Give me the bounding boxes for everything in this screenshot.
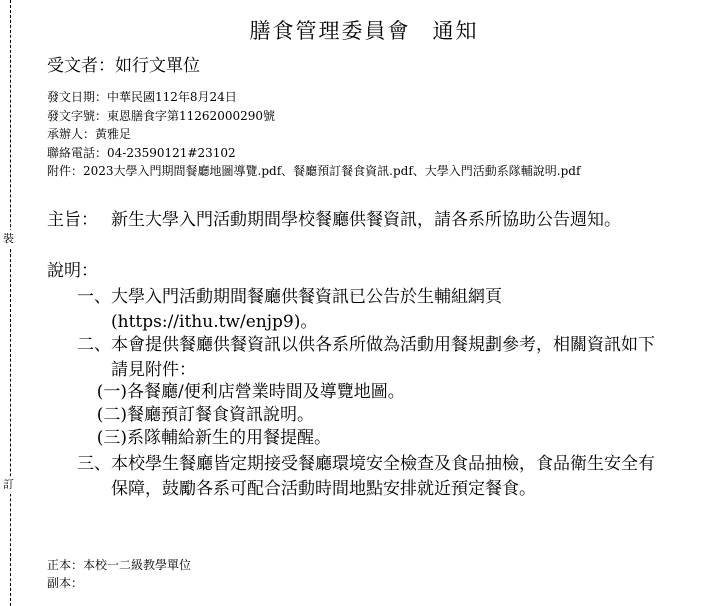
subitem-text: 系隊輔給新生的用餐提醒。 [127, 428, 331, 448]
explanation-item-2 [47, 333, 669, 383]
meta-label: 發文日期： [47, 90, 108, 104]
footer-original [47, 556, 191, 574]
binding-char-bottom: 訂 [3, 476, 14, 494]
meta-phone [47, 144, 667, 163]
item-text: 本校學生餐廳皆定期接受餐廳環境安全檢查及食品抽檢，食品衛生安全有保障，鼓勵各系可配合活動時間地點安排就近預定餐食。 [111, 454, 655, 499]
subitem-text: 餐廳預訂餐食資訊說明。 [127, 405, 314, 425]
item-text: 大學入門活動期間餐廳供餐資訊已公告於生輔組網頁(https://ithu.tw/enjp9)。 [111, 287, 502, 332]
recipient-label: 受文者： [47, 56, 115, 76]
recipient-line [47, 54, 200, 78]
explanation-label: 說明： [47, 261, 98, 281]
item-number: 三、 [77, 454, 111, 474]
footer-original-label: 正本： [47, 558, 84, 572]
meta-label: 承辦人： [47, 127, 96, 141]
meta-handler [47, 125, 667, 144]
subitem-number: (三) [96, 428, 127, 448]
subitem-number: (一) [96, 382, 127, 402]
meta-doc-number [47, 107, 667, 126]
explanation-subitem-1 [87, 380, 669, 405]
footer-original-value: 本校一二級教學單位 [83, 558, 192, 572]
item-number: 二、 [77, 335, 111, 355]
subitem-text: 各餐廳/便利店營業時間及導覽地圖。 [127, 382, 405, 402]
subject-label: 主旨： [47, 210, 98, 230]
recipient-value: 如行文單位 [115, 56, 200, 76]
footer-copy-label: 副本： [47, 576, 84, 590]
subject-section [47, 207, 669, 233]
subject-text: 新生大學入門活動期間學校餐廳供餐資訊，請各系所協助公告週知。 [111, 210, 621, 230]
meta-label: 聯絡電話： [47, 145, 108, 160]
meta-label: 附件： [47, 164, 84, 178]
item-number: 一、 [77, 287, 111, 307]
item-text: 本會提供餐廳供餐資訊以供各系所做為活動用餐規劃參考，相關資訊如下請見附件： [111, 335, 655, 380]
document-title [0, 16, 728, 46]
meta-date [47, 88, 667, 107]
subitem-number: (二) [96, 405, 127, 425]
binding-char-top: 裝 [3, 230, 14, 248]
footer-copy [47, 574, 83, 592]
meta-value: 東恩膳食字第11262000290號 [107, 108, 275, 123]
explanation-subitem-3 [87, 426, 669, 451]
meta-label: 發文字號： [47, 108, 108, 123]
explanation-item-1 [47, 285, 669, 335]
meta-attachments [47, 162, 667, 181]
explanation-subitem-2 [87, 403, 669, 428]
title-org: 膳食管理委員會 [249, 19, 411, 43]
document-meta [47, 88, 667, 181]
meta-value: 04-23590121#23102 [107, 145, 236, 160]
title-doc-type: 通知 [432, 19, 479, 43]
binding-line [10, 0, 11, 606]
meta-value: 中華民國112年8月24日 [107, 90, 237, 104]
explanation-item-3 [47, 452, 669, 502]
meta-value: 2023大學入門期間餐廳地圖導覽.pdf、餐廳預訂餐食資訊.pdf、大學入門活動系隊輔說明.pdf [83, 164, 581, 178]
meta-value: 黃雅足 [95, 127, 132, 141]
